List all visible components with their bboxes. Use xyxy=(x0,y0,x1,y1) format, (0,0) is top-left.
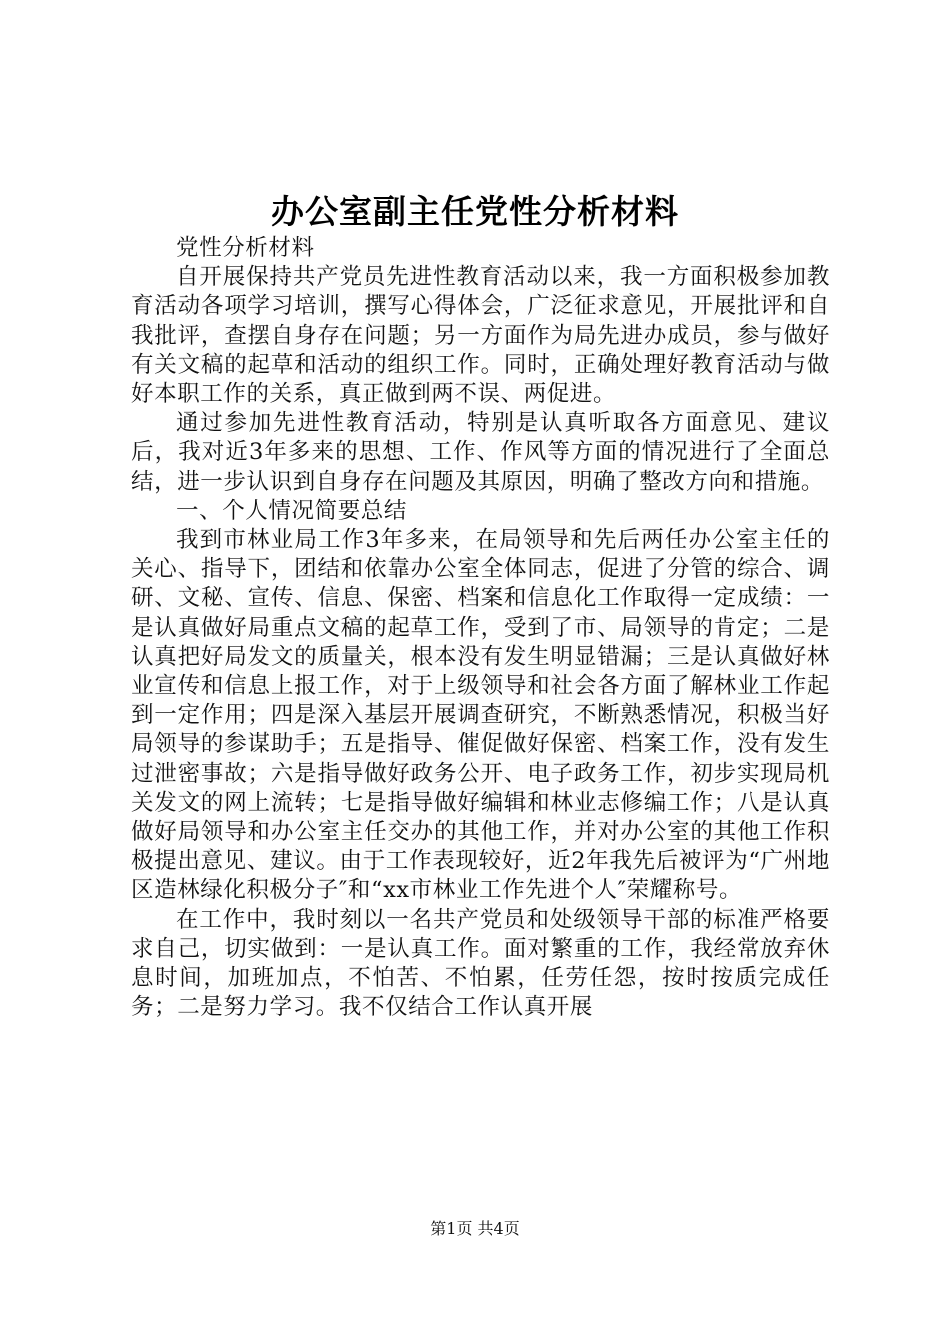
document-body xyxy=(131,234,830,1022)
paragraph: 通过参加先进性教育活动，特别是认真听取各方面意见、建议后，我对近3年多来的思想、工作、作风等方面的情况进行了全面总结，进一步认识到自身存在问题及其原因，明确了整改方向和措施。 xyxy=(131,410,830,495)
paragraph: 自开展保持共产党员先进性教育活动以来，我一方面积极参加教育活动各项学习培训，撰写心得体会，广泛征求意见，开展批评和自我批评，查摆自身存在问题；另一方面作为局先进办成员，参与做好有关文稿的起草和活动的组织工作。同时，正确处理好教育活动与做好本职工作的关系，真正做到两不误、两促进。 xyxy=(131,264,830,408)
section-heading: 一、个人情况简要总结 xyxy=(176,497,408,524)
page-footer: 第1页 共4页 xyxy=(430,1219,520,1238)
paragraph: 我到市林业局工作3年多来，在局领导和先后两任办公室主任的关心、指导下，团结和依靠办公室全体同志，促进了分管的综合、调研、文秘、宣传、信息、保密、档案和信息化工作取得一定成绩：一是认真做好局重点文稿的起草工作，受到了市、局领导的肯定；二是认真把好局发文的质量关，根本没有发生明显错漏；三是认真做好林业宣传和信息上报工作，对于上级领导和社会各方面了解林业工作起到一定作用；四是深入基层开展调查研究，不断熟悉情况，积极当好局领导的参谋助手；五是指导、催促做好保密、档案工作，没有发生过泄密事故；六是指导做好政务公开、电子政务工作，初步实现局机关发文的网上流转；七是指导做好编辑和林业志修编工作；八是认真做好局领导和办公室主任交办的其他工作，并对办公室的其他工作积极提出意见、建议。由于工作表现较好，近2年我先后被评为“广州地区造林绿化积极分子″和“xx市林业工作先进个人″荣耀称号。 xyxy=(131,527,830,904)
section-heading: 党性分析材料 xyxy=(176,235,315,261)
document-title: 办公室副主任党性分析材料 xyxy=(271,192,679,231)
paragraph: 在工作中，我时刻以一名共产党员和处级领导干部的标准严格要求自己，切实做到：一是认真工作。面对繁重的工作，我经常放弃休息时间，加班加点，不怕苦、不怕累，任劳任怨，按时按质完成任务；二是努力学习。我不仅结合工作认真开展 xyxy=(131,906,830,1021)
